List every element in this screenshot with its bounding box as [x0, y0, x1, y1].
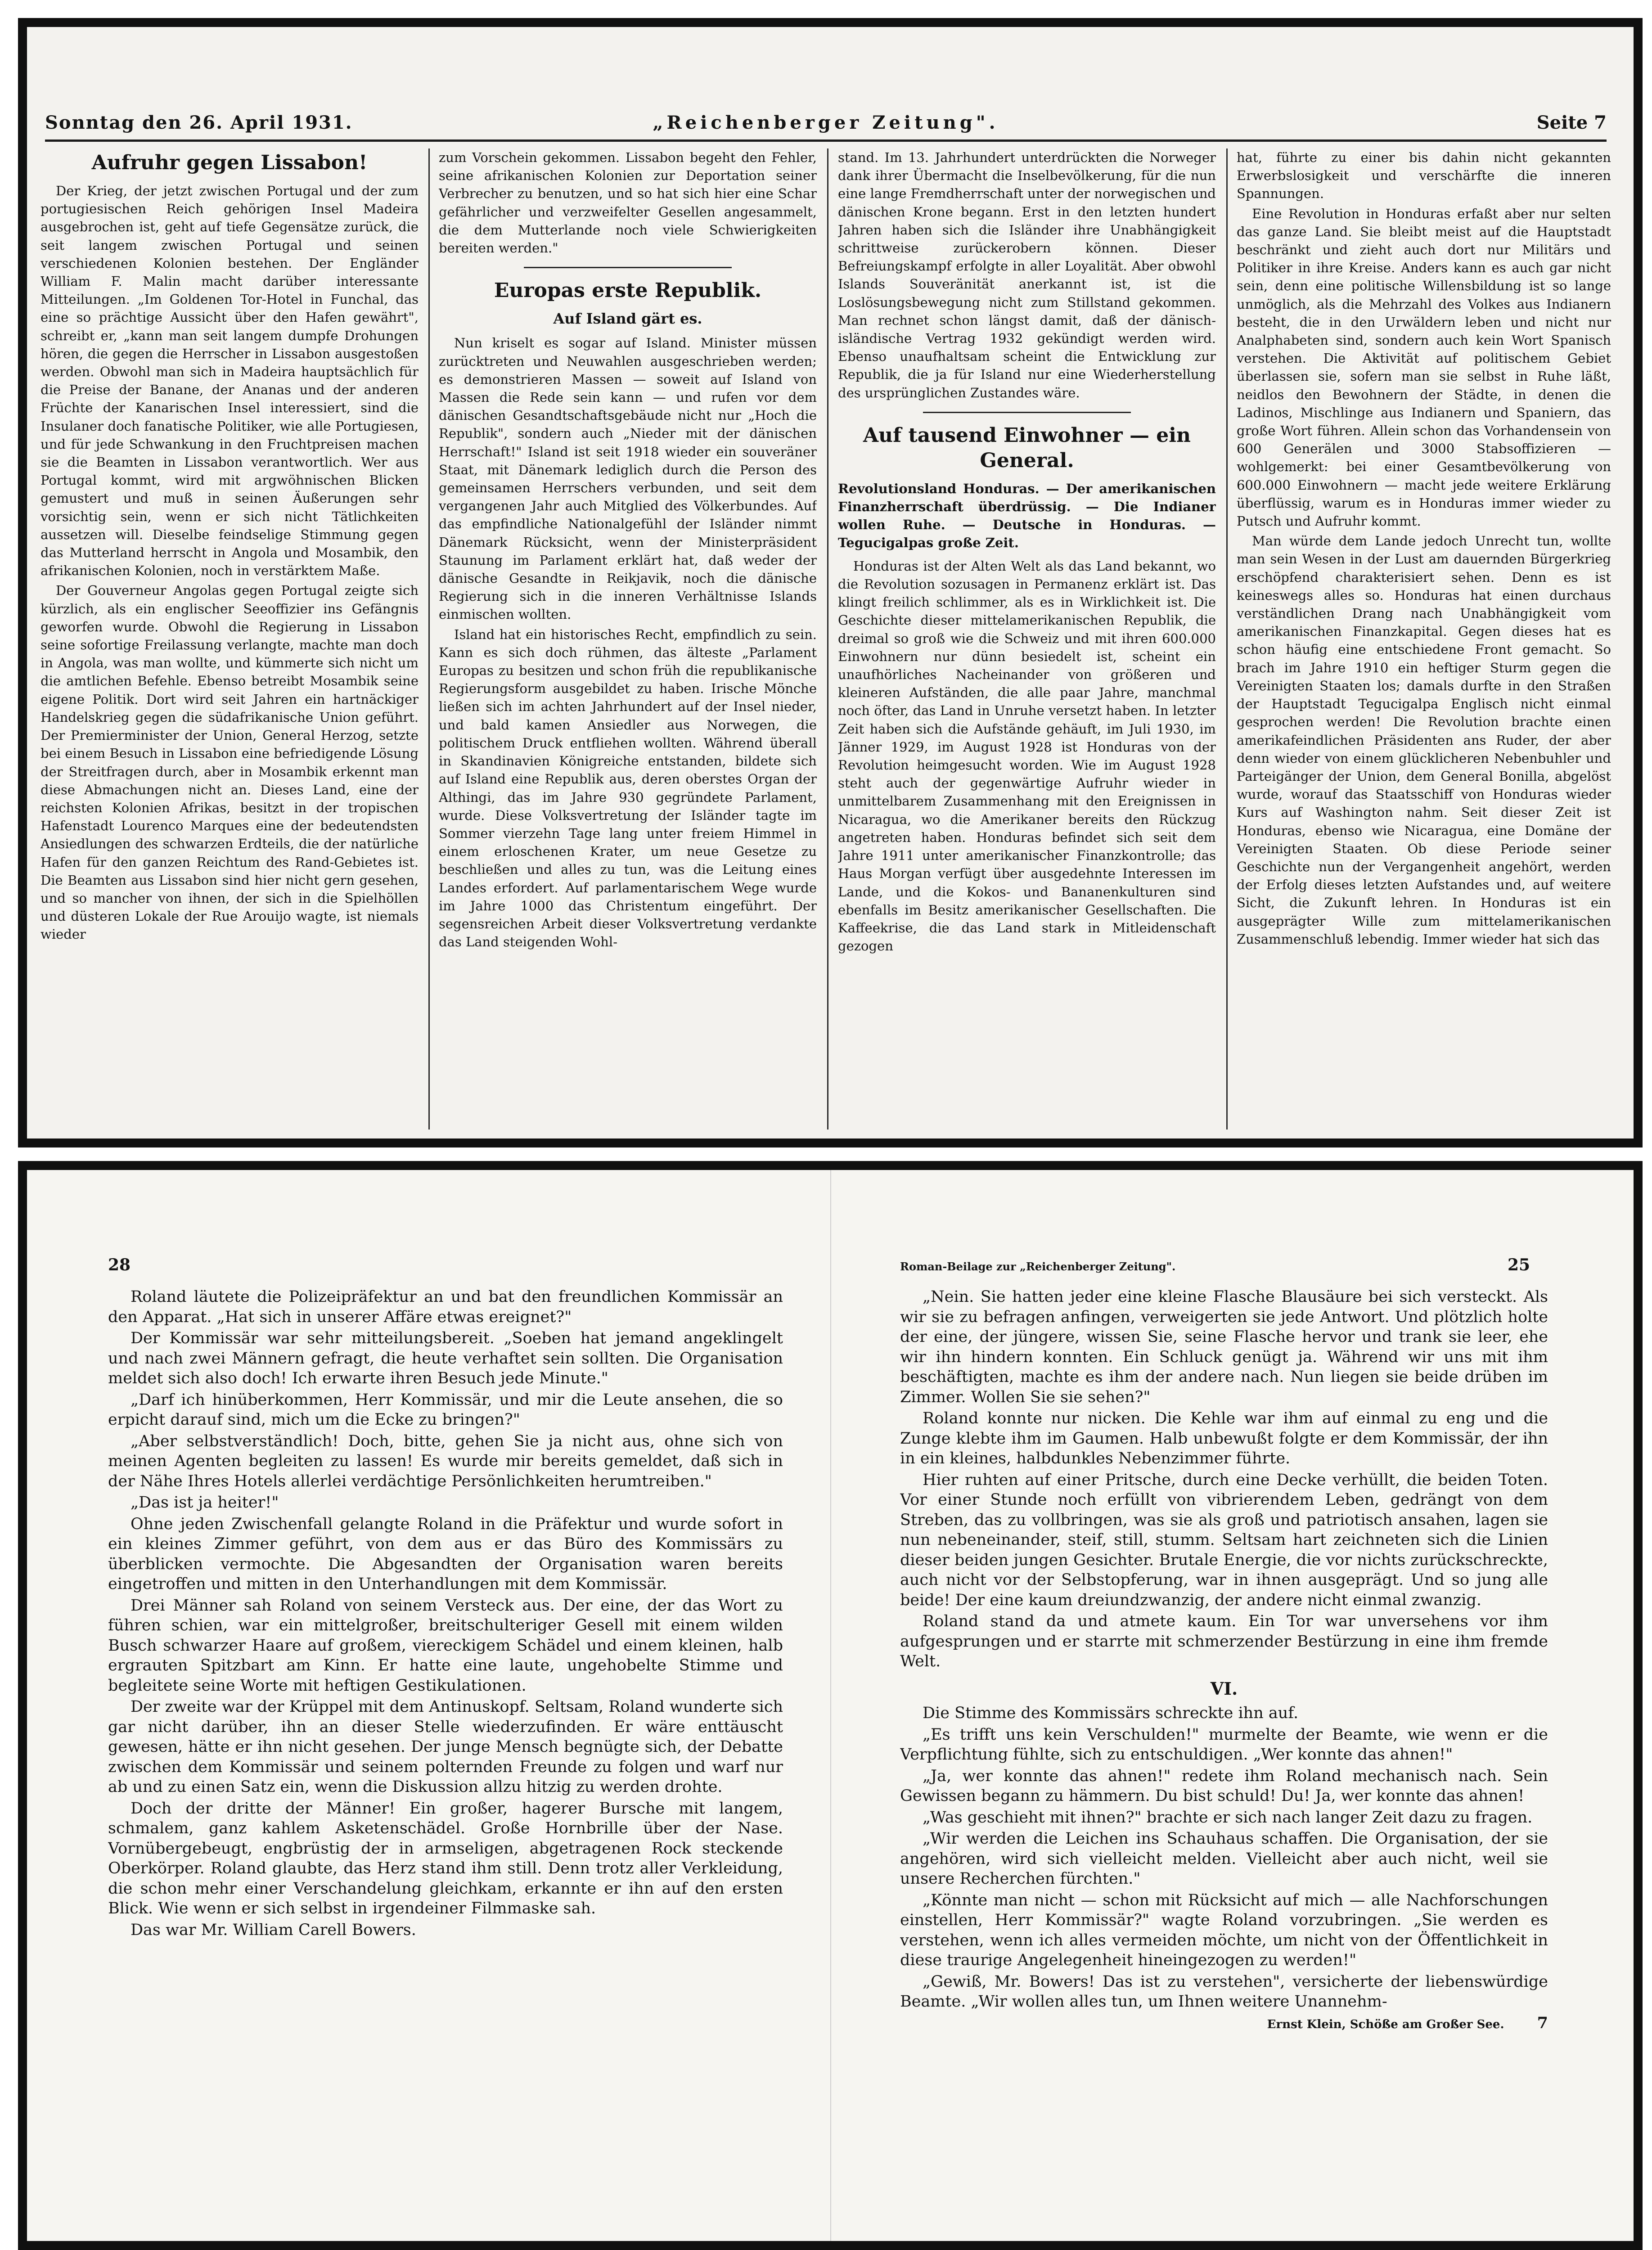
paragraph: Nun kriselt es sogar auf Island. Minister müssen zurücktreten und Neuwahlen ausgeschrieben werden; es demonstrieren Massen — soweit auf Island von Massen die Rede sein kann — und rufen vor dem dänischen Gesandtschaftsgebäude nicht nur „Hoch die Republik", sondern auch „Nieder mit der dänischen Herrschaft!" Island ist seit 1918 wieder ein souveräner Staat, mit Dänemark lediglich durch die Person des gemeinsamen Herrschers verbunden, und seit dem vergangenen Jahr auch Mitglied des Völkerbundes. Auf das empfindliche Nationalgefühl der Isländer nimmt Dänemark Rücksicht, wenn der Ministerpräsident Staunung im Parlament erklärt hat, daß weder der dänische Gesandte in Reikjavik, noch die dänische Regierung sich in die inneren Verhältnisse Islands einmischen wollten. — [439, 335, 817, 622]
paragraph: Eine Revolution in Honduras erfaßt aber nur selten das ganze Land. Sie bleibt meist auf die Hauptstadt beschränkt und zieht auch dort nur Militärs und Politiker in ihre Kreise. Anders kann es auch gar nicht sein, denn eine politische Willensbildung ist so lange unmöglich, als die Mehrzahl des Volkes aus Indianern besteht, die in den Urwäldern leben und nicht nur Analphabeten sind, sondern auch kein Wort Spanisch verstehen. Die Aktivität auf politischem Gebiet überlassen sie, sofern man sie selbst in Ruhe läßt, neidlos den Bewohnern der Städte, in denen die Ladinos, Mischlinge aus Indianern und Spaniern, das große Wort führen. Allein schon das Vorhandensein von 600 Generälen und 3000 Stabsoffizieren — wohlgemerkt: bei einer Gesamtbevölkerung von 600.000 Einwohnern — macht jede weitere Erklärung überflüssig, warum es in Honduras immer wieder zu Putsch und Aufruhr kommt. — [1237, 206, 1611, 529]
signature-number: 7 — [1537, 2013, 1548, 2032]
paragraph: Roland stand da und atmete kaum. Ein Tor war unversehens vor ihm aufgesprungen und er starrte mit schmerzender Bestürzung in eine ihm fremde Welt. — [900, 1612, 1548, 1670]
paragraph: Roland konnte nur nicken. Die Kehle war ihm auf einmal zu eng und die Zunge klebte ihm im Gaumen. Halb unbewußt folgte er dem Kommissär, der ihn in ein kleines, halbdunkles Nebenzimmer führte. — [900, 1409, 1548, 1467]
masthead-paper-name: „Reichenberger Zeitung". — [653, 112, 999, 133]
left-page-number: 28 — [108, 1256, 131, 1274]
article-subtitle-island: Auf Island gärt es. — [553, 310, 702, 328]
newspaper-page-top — [27, 27, 1634, 1138]
paragraph: Der Kommissär war sehr mitteilungsbereit. „Soeben hat jemand angeklingelt und nach zwei Männern gefragt, die heute verhaftet sein sollten. Die Organisation meldet sich also doch! Ich erwarte ihren Besuch jede Minute." — [108, 1329, 783, 1387]
paragraph: Der zweite war der Krüppel mit dem Antinuskopf. Seltsam, Roland wunderte sich gar nicht darüber, ihn an dieser Stelle wiederzufinden. Er wäre enttäuscht gewesen, hätte er ihn nicht gesehen. Der junge Mensch begnügte sich, der Debatte zwischen dem Kommissär und seinem polternden Freunde zu folgen und warf nur ab und zu einen Satz ein, wenn die Diskussion allzu hitzig zu werden drohte. — [108, 1698, 783, 1796]
paragraph: stand. Im 13. Jahrhundert unterdrückten die Norweger dank ihrer Übermacht die Inselbevölkerung, für die nun eine lange Fremdherrschaft unter der norwegischen und dänischen Krone begann. Erst in den letzten hundert Jahren haben sich die Isländer ihre Unabhängigkeit schrittweise zurückerobern können. Dieser Befreiungskampf erfolgte in aller Loyalität. Aber obwohl Islands Souveränität anerkannt ist, ist die Loslösungsbewegung nicht zum Stillstand gekommen. Man rechnet schon längst damit, daß der dänisch-isländische Vertrag 1932 gekündigt werden wird. Ebenso unaufhaltsam scheint die Entwicklung zur Republik, die ja für Island nur eine Wiederherstellung des ursprünglichen Zustandes wäre. — [838, 150, 1216, 400]
paragraph: Hier ruhten auf einer Pritsche, durch eine Decke verhüllt, die beiden Toten. Vor einer Stunde noch erfüllt von vibrierendem Leben, gedrängt von dem Streben, das zu vollbringen, was sie als groß und patriotisch ansahen, lagen sie nun nebeneinander, steif, still, stumm. Seltsam hart zeichneten sich die Linien dieser beiden jungen Gesichter. Brutale Energie, die vor nichts zurückschreckte, auch nicht vor der Selbstopferung, war in ihnen ausgeprägt. Und so jung alle beide! Der eine kaum dreiundzwanzig, der andere nicht einmal zwanzig. — [900, 1471, 1548, 1609]
paragraph: „Aber selbstverständlich! Doch, bitte, gehen Sie ja nicht aus, ohne sich von meinen Agenten begleiten zu lassen! Es wurde mir bereits gemeldet, daß sich in der Nähe Ihres Hotels allerlei verdächtige Persönlichkeiten herumtreiben." — [108, 1432, 783, 1490]
paragraph: „Könnte man nicht — schon mit Rücksicht auf mich — alle Nachforschungen einstellen, Herr Kommissär?" wagte Roland vorzubringen. „Sie werden es verstehen, wenn ich alles vermeiden möchte, um nicht von der Öffentlichkeit in diese traurige Angelegenheit hineingezogen zu werden!" — [900, 1891, 1548, 1969]
paragraph: Ohne jeden Zwischenfall gelangte Roland in die Präfektur und wurde sofort in ein kleines Zimmer geführt, von dem aus er das Büro des Kommissärs zu überblicken vermochte. Die Abgesandten der Organisation waren bereits eingetroffen und mitten in den Unterhandlungen mit dem Kommissär. — [108, 1515, 783, 1593]
novel-right-page-text — [900, 1287, 1548, 2218]
paragraph: „Was geschieht mit ihnen?" brachte er sich nach langer Zeit dazu zu fragen. — [923, 1808, 1533, 1827]
article-separator — [923, 412, 1131, 413]
paragraph: „Gewiß, Mr. Bowers! Das ist zu verstehen", versicherte der liebenswürdige Beamte. „Wir wollen alles tun, um Ihnen weitere Unannehm- — [900, 1972, 1548, 2011]
article-title-island: Europas erste Republik. — [494, 279, 762, 302]
paragraph: Der Gouverneur Angolas gegen Portugal zeigte sich kürzlich, als ein englischer Seeoffizier ins Gefängnis geworfen wurde. Obwohl die Regierung in Lissabon seine sofortige Freilassung verlangte, machte man doch in Angola, was man wollte, und kümmerte sich nicht um die amtlichen Befehle. Ebenso betreibt Mosambik seine eigene Politik. Dort wird seit Jahren ein hartnäckiger Handelskrieg gegen die südafrikanische Union geführt. Der Premierminister der Union, General Herzog, setzte bei einem Besuch in Lissabon eine befriedigende Lösung der Streitfragen durch, aber in Mosambik erkennt man diese Abmachungen nicht an. Dieses Land, eine der reichsten Kolonien Afrikas, besitzt in der tropischen Hafenstadt Lourenco Marques eine der bedeutendsten Ansiedlungen des schwarzen Erdteils, die der natürliche Hafen für den ganzen Reichtum des Rand-Gebietes ist. Die Beamten aus Lissabon sind hier nicht gern gesehen, und so mancher von ihnen, der sich in die Spielhöllen und düsteren Lokale der Rue Arouijo wagte, ist niemals wieder — [41, 583, 419, 942]
right-page-number: 25 — [1508, 1256, 1530, 1274]
column-rule — [428, 148, 430, 1130]
paragraph: „Nein. Sie hatten jeder eine kleine Flasche Blausäure bei sich versteckt. Als wir sie zu befragen anfingen, verweigerten sie jede Antwort. Und plötzlich holte der eine, der jüngere, wissen Sie, seine Flasche hervor und trank sie leer, ehe wir ihn hindern konnten. Ein Schluck genügt ja. Während wir uns mit ihm beschäftigten, machte es ihm der andere nach. Nun liegen sie beide drüben im Zimmer. Wollen Sie sie sehen?" — [900, 1288, 1548, 1406]
chapter-heading: VI. — [1210, 1678, 1238, 1699]
article-summary-honduras: Revolutionsland Honduras. — Der amerikanischen Finanzherrschaft überdrüssig. — Die Indianer wollen Ruhe. — Deutsche in Honduras. — Tegucigalpas große Zeit. — [838, 481, 1216, 550]
column-rule — [827, 148, 828, 1130]
paragraph: Das war Mr. William Carell Bowers. — [131, 1921, 416, 1939]
article-separator — [524, 267, 732, 268]
paragraph: zum Vorschein gekommen. Lissabon begeht den Fehler, seine afrikanischen Kolonien zur Deportation seiner Verbrecher zu benutzen, und so hat sich hier eine Schar gefährlicher und verzweifelter Gesellen angesammelt, die dem Mutterlande noch viele Schwierigkeiten bereiten werden." — [439, 150, 817, 256]
paragraph: Roland läutete die Polizeipräfektur an und bat den freundlichen Kommissär an den Apparat. „Hat sich in unserer Affäre etwas ereignet?" — [108, 1288, 783, 1326]
paragraph: „Es trifft uns kein Verschulden!" murmelte der Beamte, wie wenn er die Verpflichtung fühlte, sich zu entschuldigen. „Wer konnte das ahnen!" — [900, 1725, 1548, 1764]
paragraph: Man würde dem Lande jedoch Unrecht tun, wollte man sein Wesen in der Lust am dauernden Bürgerkrieg erschöpfend charakterisiert sehen. Denn es ist keineswegs alles so. Honduras hat einen durchaus verständlichen Drang nach Unabhängigkeit vom amerikanischen Finanzkapital. Gegen dieses hat es schon häufig eine entschiedene Front gemacht. So brach im Jahre 1910 ein heftiger Sturm gegen die Vereinigten Staaten los; damals durfte in den Straßen der Hauptstadt Tegucigalpa Englisch nicht einmal gesprochen werden! Die Revolution brachte einen amerikafeindlichen Präsidenten ans Ruder, der aber denn wieder von einem glücklicheren Nebenbuhler und Parteigänger der Union, dem General Bonilla, abgelöst wurde, worauf das Staatsschiff von Honduras wieder Kurs auf Washington nahm. Seit dieser Zeit ist Honduras, ebenso wie Nicaragua, eine Domäne der Vereinigten Staaten. Ob diese Periode seiner Geschichte nun der Vergangenheit angehört, werden der Erfolg dieses letzten Aufstandes und, auf weitere Sicht, die Zukunft lehren. In Honduras ist ein ausgeprägter Wille zum mittelamerikanischen Zusammenschluß lebendig. Immer wieder hat sich das — [1237, 533, 1611, 947]
signature-text: Ernst Klein, Schöße am Großer See. — [1267, 2017, 1504, 2031]
novel-supplement-spread — [27, 1170, 1634, 2241]
masthead-date: Sonntag den 26. April 1931. — [45, 112, 353, 133]
paragraph: Doch der dritte der Männer! Ein großer, hagerer Bursche mit langem, schmalem, ganz kahlem Asketenschädel. Große Hornbrille über der Nase. Vornübergebeugt, engbrüstig der in armseligen, abgetragenen Rock steckende Oberkörper. Roland glaubte, das Herz stand ihm still. Denn trotz aller Verkleidung, die schon mehr einer Verschandelung gleichkam, erkannte er ihn auf den ersten Blick. Wie wenn er sich selbst in irgendeiner Filmmaske sah. — [108, 1799, 783, 1917]
paragraph: „Das ist ja heiter!" — [131, 1494, 279, 1512]
right-running-header: Roman-Beilage zur „Reichenberger Zeitung". — [900, 1260, 1176, 1273]
masthead-page-number: Seite 7 — [1536, 112, 1607, 133]
paragraph: hat, führte zu einer bis dahin nicht gekannten Erwerbslosigkeit und verschärfte die inneren Spannungen. — [1237, 150, 1611, 202]
column-2 — [439, 148, 817, 1130]
column-rule — [1226, 148, 1228, 1130]
column-4 — [1237, 148, 1611, 1130]
paragraph: „Ja, wer konnte das ahnen!" redete ihm Roland mechanisch nach. Sein Gewissen begann zu hämmern. Du bist schuld! Du! Ja, wer konnte das ahnen! — [900, 1767, 1548, 1805]
paragraph: Island hat ein historisches Recht, empfindlich zu sein. Kann es sich doch rühmen, das älteste „Parlament Europas zu besitzen und schon früh die republikanische Regierungsform ausgebildet zu haben. Irische Mönche ließen sich im achten Jahrhundert auf der Insel nieder, und bald kamen Ansiedler aus Norwegen, die politischem Druck entfliehen wollten. Während überall in Skandinavien Königreiche entstanden, bildete sich auf Island eine Republik aus, deren oberstes Organ der Althingi, das im Jahre 930 gegründete Parlament, wurde. Diese Volksvertretung der Isländer tagte im Sommer vierzehn Tage lang unter freiem Himmel in einem erloschenen Krater, um neue Gesetze zu beschließen und alles zu tun, was die Leitung eines Landes erfordert. Auf parlamentarischem Wege wurde im Jahre 1000 das Christentum eingeführt. Der segensreichen Arbeit dieser Volksvertretung verdankte das Land steigenden Wohl- — [439, 626, 817, 950]
article-title-honduras: Auf tausend Einwohner — ein General. — [863, 423, 1191, 472]
paragraph: Der Krieg, der jetzt zwischen Portugal und der zum portugiesischen Reich gehörigen Insel Madeira ausgebrochen ist, geht auf tiefe Gegensätze zurück, die seit langem zwischen Portugal und seinen verschiedenen Kolonien bestehen. Der Engländer William F. Malin macht darüber interessante Mitteilungen. „Im Goldenen Tor-Hotel in Funchal, das eine so prächtige Aussicht über den Hafen gewährt", schreibt er, „kann man seit langem dumpfe Drohungen hören, die gegen die Herrscher in Lissabon ausgestoßen werden. Obwohl man sich in Madeira hauptsächlich für die Preise der Banane, der Ananas und der anderen Früchte der Kanarischen Insel interessiert, sind die Insulaner doch fanatische Politiker, wie alle Portugiesen, und für jede Schwankung in den Fruchtpreisen machen sie die Beamten in Lissabon verantwortlich. Wer aus Portugal kommt, wird mit argwöhnischen Blicken gemustert und muß in seinen Äußerungen sehr vorsichtig sein, wenn er sich nicht Tätlichkeiten aussetzen will. Dieselbe feindselige Stimmung gegen das Mutterland herrscht in Angola und Mosambik, den afrikanischen Kolonien, noch in verstärktem Maße. — [41, 183, 419, 579]
author-signature — [900, 2013, 1548, 2035]
column-3 — [838, 148, 1216, 1130]
masthead — [45, 104, 1607, 142]
paragraph: „Darf ich hinüberkommen, Herr Kommissär, und mir die Leute ansehen, die so erpicht darauf sind, mich um die Ecke zu bringen?" — [108, 1390, 783, 1429]
novel-left-page-text — [108, 1287, 783, 2218]
paragraph: Drei Männer sah Roland von seinem Versteck aus. Der eine, der das Wort zu führen schien, war ein mittelgroßer, breitschulteriger Gesell mit einem wilden Busch schwarzer Haare auf großem, viereckigem Schädel und einem kleinen, halb ergrauten Spitzbart am Kinn. Er hatte eine laute, ungehobelte Stimme und begleitete seine Worte mit heftigen Gestikulationen. — [108, 1596, 783, 1695]
column-1 — [41, 148, 419, 1130]
article-title-lissabon: Aufruhr gegen Lissabon! — [91, 151, 368, 174]
paragraph: „Wir werden die Leichen ins Schauhaus schaffen. Die Organisation, der sie angehören, wird sich vielleicht melden. Vielleicht aber auch nicht, weil sie unsere Recherchen fürchten." — [900, 1830, 1548, 1888]
article-columns — [41, 148, 1611, 1130]
paragraph: Honduras ist der Alten Welt als das Land bekannt, wo die Revolution sozusagen in Permanenz erklärt ist. Das klingt freilich schlimmer, als es in Wirklichkeit ist. Die Geschichte dieser mittelamerikanischen Republik, die dreimal so groß wie die Schweiz und mit ihren 600.000 Einwohnern nur dünn besiedelt ist, scheint ein unaufhörliches Nacheinander von größeren und kleineren Aufständen, die alle paar Jahre, manchmal noch öfter, das Land in Unruhe versetzt haben. In letzter Zeit haben sich die Aufstände gehäuft, im Juli 1930, im Jänner 1929, im August 1928 ist Honduras von der Revolution heimgesucht worden. Wie im August 1928 steht auch der gegenwärtige Aufruhr wieder in unmittelbarem Zusammenhang mit den Ereignissen in Nicaragua, wo die Amerikaner bereits den Rückzug angetreten haben. Honduras befindet sich seit dem Jahre 1911 unter amerikanischer Finanzkontrolle; das Haus Morgan verfügt über ausgedehnte Interessen im Lande, und die Kokos- und Bananenkulturen sind ebenfalls im Besitz amerikanischer Gesellschaften. Die Kaffeekrise, die das Land stark in Mitleidenschaft gezogen — [838, 558, 1216, 954]
binding-fold — [830, 1170, 831, 2241]
paragraph: Die Stimme des Kommissärs schreckte ihn auf. — [923, 1704, 1299, 1722]
